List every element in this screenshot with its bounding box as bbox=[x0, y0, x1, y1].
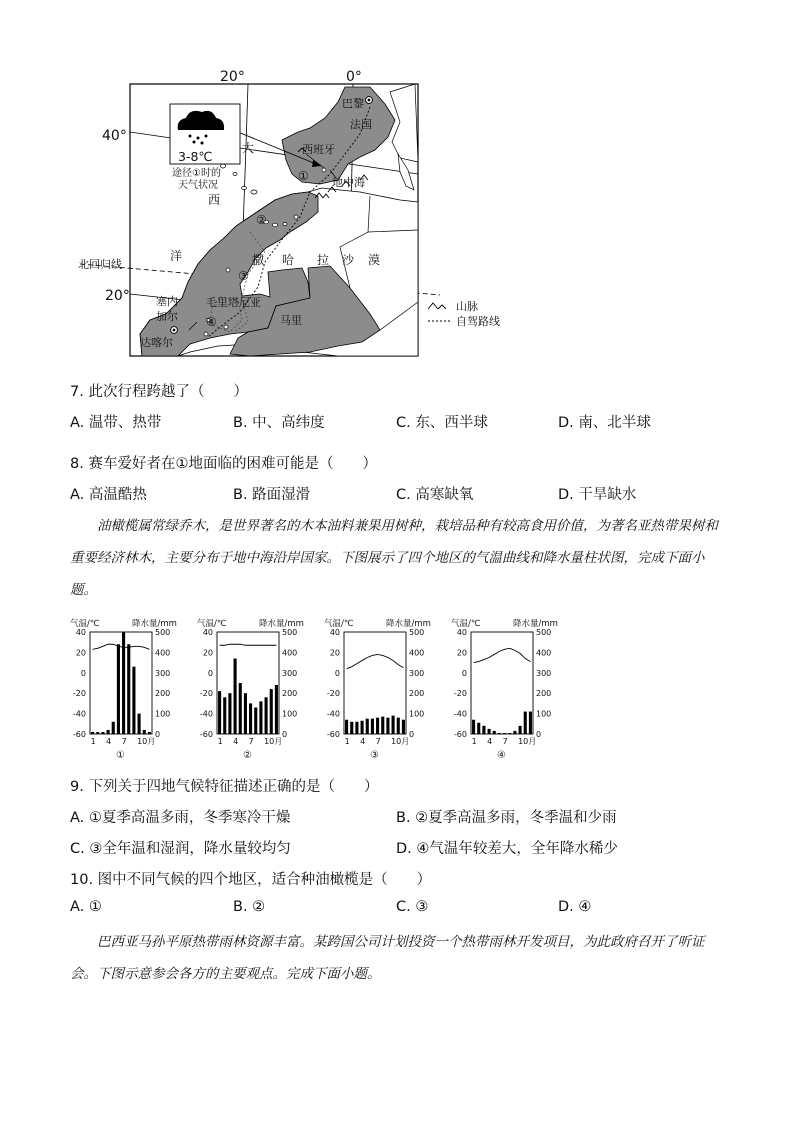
q8-option-a[interactable]: A. 高温酷热 bbox=[70, 487, 147, 503]
lat-40-label: 40° bbox=[102, 128, 127, 144]
question-7-stem: 7. 此次行程跨越了（ ） bbox=[70, 384, 248, 400]
chart-number-label: ② bbox=[243, 750, 252, 761]
tropic-label: 北回归线 bbox=[78, 258, 122, 271]
climate-chart-1 bbox=[68, 612, 198, 762]
month-tick: 4 bbox=[360, 737, 366, 746]
temp-tick: 0 bbox=[461, 668, 467, 678]
month-tick: 10月 bbox=[518, 737, 537, 746]
precip-tick: 400 bbox=[282, 648, 298, 658]
month-tick: 7 bbox=[121, 737, 127, 746]
precip-tick: 500 bbox=[282, 628, 298, 637]
precip-bar bbox=[132, 667, 135, 734]
temp-curve bbox=[93, 644, 150, 649]
temp-tick: 20 bbox=[75, 648, 86, 658]
precip-bar bbox=[96, 732, 99, 734]
legend-mountain-label: 山脉 bbox=[456, 300, 478, 313]
precip-tick: 100 bbox=[409, 709, 425, 719]
temp-tick: -20 bbox=[326, 689, 340, 699]
precip-bar bbox=[234, 659, 237, 734]
precip-axis-title: 降水量/mm bbox=[259, 619, 304, 629]
ocean-label-2: 西 bbox=[208, 193, 221, 207]
precip-bar bbox=[472, 720, 475, 734]
temp-tick: -60 bbox=[199, 730, 213, 739]
climate-chart-3 bbox=[322, 612, 452, 762]
precip-tick: 500 bbox=[155, 628, 171, 637]
month-tick: 4 bbox=[233, 737, 239, 746]
month-tick: 7 bbox=[375, 737, 381, 746]
precip-bar bbox=[371, 719, 374, 734]
precip-bar bbox=[397, 718, 400, 734]
temp-axis-title: 气温/℃ bbox=[451, 619, 481, 629]
precip-bar bbox=[265, 697, 268, 734]
precip-bar bbox=[112, 722, 115, 734]
precip-tick: 0 bbox=[409, 730, 415, 739]
temp-curve bbox=[347, 654, 404, 668]
ocean-label-3: 洋 bbox=[170, 249, 183, 263]
month-tick: 10月 bbox=[391, 737, 410, 746]
q8-option-b[interactable]: B. 路面湿滑 bbox=[233, 487, 311, 503]
month-tick: 1 bbox=[217, 737, 223, 746]
chart-number-label: ③ bbox=[370, 750, 379, 761]
precip-tick: 300 bbox=[282, 668, 298, 678]
precip-tick: 300 bbox=[409, 668, 425, 678]
month-tick: 1 bbox=[344, 737, 350, 746]
precip-tick: 400 bbox=[409, 648, 425, 658]
temp-tick: 40 bbox=[456, 628, 467, 637]
precip-bar bbox=[117, 644, 120, 734]
q7-option-c[interactable]: C. 东、西半球 bbox=[396, 415, 488, 431]
q7-option-d[interactable]: D. 南、北半球 bbox=[558, 415, 651, 431]
temp-tick: 40 bbox=[202, 628, 213, 637]
temp-tick: -60 bbox=[72, 730, 86, 739]
temp-tick: 20 bbox=[456, 648, 467, 658]
temp-tick: 40 bbox=[329, 628, 340, 637]
climate-svg bbox=[449, 612, 579, 762]
precip-tick: 100 bbox=[155, 709, 171, 719]
precip-bar bbox=[503, 733, 506, 734]
temp-curve bbox=[220, 644, 277, 645]
precip-bar bbox=[477, 723, 480, 734]
point-1: ① bbox=[298, 169, 309, 183]
precip-bar bbox=[107, 730, 110, 734]
precip-bar bbox=[228, 693, 231, 734]
ocean-label-1: 大 bbox=[242, 141, 255, 155]
precip-bar bbox=[91, 732, 94, 734]
precip-bar bbox=[386, 718, 389, 734]
temp-tick: 40 bbox=[75, 628, 86, 637]
temp-tick: 0 bbox=[334, 668, 340, 678]
precip-tick: 0 bbox=[282, 730, 288, 739]
q10-option-b[interactable]: B. ② bbox=[233, 899, 266, 915]
q8-option-c[interactable]: C. 高寒缺氧 bbox=[396, 487, 474, 503]
precip-bar bbox=[376, 718, 379, 734]
precip-bar bbox=[143, 730, 146, 734]
route-map bbox=[70, 62, 520, 362]
question-9-stem: 9. 下列关于四地气候特征描述正确的是（ ） bbox=[70, 779, 379, 795]
month-tick: 7 bbox=[248, 737, 254, 746]
q10-option-c[interactable]: C. ③ bbox=[396, 899, 429, 915]
q7-option-b[interactable]: B. 中、高纬度 bbox=[233, 415, 325, 431]
sahara-char-1: 撒 bbox=[252, 253, 265, 267]
temp-axis-title: 气温/℃ bbox=[197, 619, 227, 629]
q9-option-c[interactable]: C. ③全年温和湿润，降水量较均匀 bbox=[70, 841, 291, 857]
precip-bar bbox=[239, 683, 242, 734]
precip-axis-title: 降水量/mm bbox=[132, 619, 177, 629]
precip-bar bbox=[254, 707, 257, 734]
month-tick: 7 bbox=[502, 737, 508, 746]
chart-number-label: ① bbox=[116, 750, 125, 761]
temp-axis-title: 气温/℃ bbox=[70, 619, 100, 629]
climate-svg bbox=[68, 612, 198, 762]
temp-curve bbox=[474, 648, 531, 662]
passage-olive: 油橄榄属常绿乔木，是世界著名的木本油料兼果用树种，栽培品种有较高食用价值，为著名亚热带果树和重要经济林木，主要分布于地中海沿岸国家。下图展示了四个地区的气温曲线和降水量柱状图，完成下面小题。 bbox=[70, 518, 718, 598]
france-label: 法国 bbox=[350, 118, 372, 131]
temp-axis-title: 气温/℃ bbox=[324, 619, 354, 629]
precip-bar bbox=[513, 731, 516, 734]
senegal-label-2: 加尔 bbox=[156, 310, 178, 323]
climate-chart-4 bbox=[449, 612, 579, 762]
temp-tick: -40 bbox=[453, 709, 467, 719]
mauritania-label: 毛里塔尼亚 bbox=[206, 296, 261, 309]
precip-tick: 200 bbox=[536, 689, 552, 699]
q9-option-d[interactable]: D. ④气温年较差大，全年降水稀少 bbox=[396, 841, 618, 857]
precip-bar bbox=[482, 726, 485, 734]
precip-bar bbox=[519, 726, 522, 734]
precip-bar bbox=[244, 693, 247, 734]
precip-bar bbox=[259, 701, 262, 734]
temp-tick: -20 bbox=[453, 689, 467, 699]
precip-bar bbox=[138, 714, 141, 734]
month-tick: 1 bbox=[90, 737, 96, 746]
question-10-stem: 10. 图中不同气候的四个地区，适合种油橄榄是（ ） bbox=[70, 872, 432, 888]
temp-tick: 20 bbox=[329, 648, 340, 658]
climate-chart-2 bbox=[195, 612, 325, 762]
weather-caption-1: 途径①时的 bbox=[172, 168, 221, 179]
precip-bar bbox=[508, 733, 511, 734]
q9-option-a[interactable]: A. ①夏季高温多雨，冬季寒冷干燥 bbox=[70, 810, 291, 826]
precip-bar bbox=[402, 720, 405, 734]
climate-svg bbox=[322, 612, 452, 762]
climate-svg bbox=[195, 612, 325, 762]
city-marker-paris bbox=[366, 97, 373, 104]
weather-temp: 3-8℃ bbox=[178, 149, 213, 164]
precip-tick: 0 bbox=[536, 730, 542, 739]
month-tick: 4 bbox=[106, 737, 112, 746]
sahara-char-4: 沙 bbox=[342, 253, 355, 267]
temp-tick: -40 bbox=[199, 709, 213, 719]
precip-bar bbox=[355, 722, 358, 734]
precip-bar bbox=[148, 732, 151, 734]
paris-label: 巴黎 bbox=[342, 97, 364, 110]
q10-option-a[interactable]: A. ① bbox=[70, 899, 102, 915]
precip-bar bbox=[101, 732, 104, 734]
dakar-label: 达喀尔 bbox=[140, 336, 173, 349]
precip-bar bbox=[493, 731, 496, 734]
precip-bar bbox=[488, 729, 491, 734]
point-4: ④ bbox=[206, 315, 217, 329]
precip-tick: 300 bbox=[155, 668, 171, 678]
sahara-char-5: 漠 bbox=[368, 253, 381, 267]
precip-bar bbox=[127, 644, 130, 734]
precip-tick: 0 bbox=[155, 730, 161, 739]
precip-tick: 200 bbox=[409, 689, 425, 699]
weather-caption-2: 天气状况 bbox=[178, 180, 218, 191]
precip-axis-title: 降水量/mm bbox=[386, 619, 431, 629]
precip-bar bbox=[218, 691, 221, 734]
legend-route-label: 自驾路线 bbox=[456, 315, 500, 328]
precip-axis-title: 降水量/mm bbox=[513, 619, 558, 629]
precip-tick: 500 bbox=[409, 628, 425, 637]
temp-tick: -60 bbox=[453, 730, 467, 739]
month-tick: 1 bbox=[471, 737, 477, 746]
chart-number-label: ④ bbox=[497, 750, 506, 761]
precip-bar bbox=[529, 712, 532, 734]
precip-bar bbox=[223, 697, 226, 734]
month-tick: 10月 bbox=[264, 737, 283, 746]
month-tick: 10月 bbox=[137, 737, 156, 746]
legend-mountain-icon bbox=[428, 303, 446, 309]
passage-amazon: 巴西亚马孙平原热带雨林资源丰富。某跨国公司计划投资一个热带雨林开发项目，为此政府召开了听证会。下图示意参会各方的主要观点。完成下面小题。 bbox=[70, 934, 705, 982]
q8-option-d[interactable]: D. 干旱缺水 bbox=[558, 487, 637, 503]
precip-bar bbox=[381, 717, 384, 734]
route-map-svg bbox=[70, 62, 520, 362]
lon-0-label: 0° bbox=[346, 69, 362, 85]
sahara-char-3: 拉 bbox=[317, 253, 330, 267]
temp-tick: 0 bbox=[207, 668, 213, 678]
med-label: 地中海 bbox=[332, 176, 365, 189]
precip-tick: 300 bbox=[536, 668, 552, 678]
precip-bar bbox=[275, 685, 278, 734]
spain-label: 西班牙 bbox=[302, 143, 335, 156]
precip-bar bbox=[392, 716, 395, 734]
temp-tick: 20 bbox=[202, 648, 213, 658]
point-2: ② bbox=[256, 213, 267, 227]
precip-bar bbox=[270, 689, 273, 734]
precip-tick: 100 bbox=[536, 709, 552, 719]
precip-tick: 200 bbox=[282, 689, 298, 699]
lon-20-label: 20° bbox=[220, 69, 245, 85]
precip-bar bbox=[249, 703, 252, 734]
precip-tick: 200 bbox=[155, 689, 171, 699]
city-marker-dakar bbox=[171, 327, 178, 334]
precip-bar bbox=[361, 721, 364, 734]
precip-tick: 500 bbox=[536, 628, 552, 637]
q9-option-b[interactable]: B. ②夏季高温多雨，冬季温和少雨 bbox=[396, 810, 617, 826]
precip-bar bbox=[524, 712, 527, 734]
precip-tick: 100 bbox=[282, 709, 298, 719]
precip-tick: 400 bbox=[155, 648, 171, 658]
precip-bar bbox=[350, 722, 353, 734]
temp-tick: -40 bbox=[326, 709, 340, 719]
temp-tick: -40 bbox=[72, 709, 86, 719]
sahara-char-2: 哈 bbox=[282, 253, 295, 267]
q7-option-a[interactable]: A. 温带、热带 bbox=[70, 415, 162, 431]
point-3: ③ bbox=[238, 269, 249, 283]
temp-tick: -20 bbox=[199, 689, 213, 699]
senegal-label-1: 塞内 bbox=[156, 295, 178, 308]
temp-tick: 0 bbox=[80, 668, 86, 678]
temp-tick: -20 bbox=[72, 689, 86, 699]
precip-bar bbox=[345, 720, 348, 734]
month-tick: 4 bbox=[487, 737, 493, 746]
mali-label: 马里 bbox=[280, 314, 302, 327]
question-8-stem: 8. 赛车爱好者在①地面临的困难可能是（ ） bbox=[70, 456, 377, 472]
precip-bar bbox=[498, 733, 501, 734]
precip-tick: 400 bbox=[536, 648, 552, 658]
lat-20-label: 20° bbox=[105, 288, 130, 304]
temp-tick: -60 bbox=[326, 730, 340, 739]
precip-bar bbox=[366, 719, 369, 734]
q10-option-d[interactable]: D. ④ bbox=[558, 899, 592, 915]
